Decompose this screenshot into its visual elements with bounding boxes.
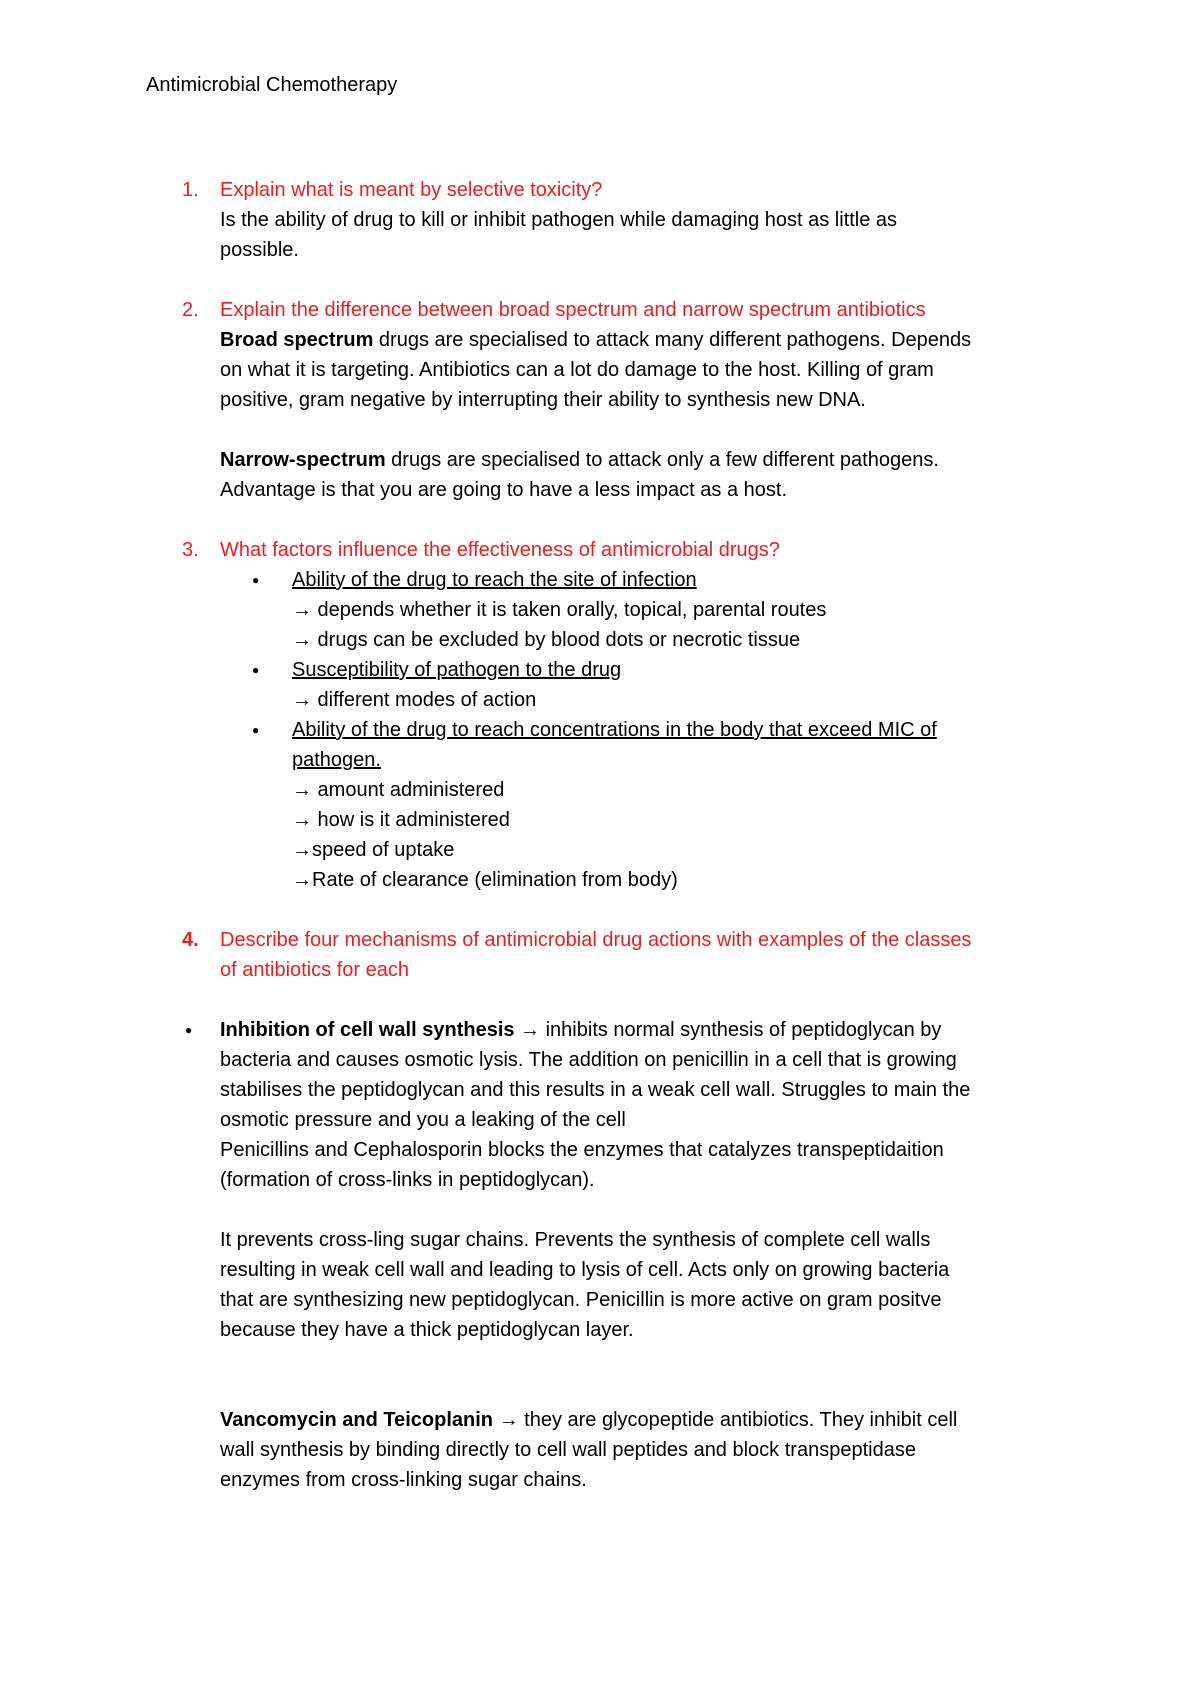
factor-1-title: Ability of the drug to reach the site of infection <box>292 569 697 591</box>
vancomycin-line-3: enzymes from cross-linking sugar chains. <box>220 1469 587 1491</box>
question-2-number: 2. <box>182 299 199 321</box>
paragraph-2-line-1: It prevents cross-ling sugar chains. Prevents the synthesis of complete cell walls <box>220 1229 931 1251</box>
answer-1-line-1: Is the ability of drug to kill or inhibit pathogen while damaging host as little as <box>220 209 898 231</box>
factor-3-detail-4: →Rate of clearance (elimination from body) <box>292 869 678 891</box>
broad-spectrum-text: drugs are specialised to attack many different pathogens. Depends <box>373 329 972 351</box>
broad-spectrum-term: Broad spectrum <box>220 329 374 351</box>
question-3-text: What factors influence the effectiveness of antimicrobial drugs? <box>220 539 780 561</box>
mechanism-1-line-6: (formation of cross-links in peptidoglycan). <box>220 1169 595 1191</box>
narrow-spectrum-text: drugs are specialised to attack only a few different pathogens. <box>385 449 939 471</box>
factor-3-detail-1: → amount administered <box>292 779 505 801</box>
question-4-number: 4. <box>182 929 199 951</box>
question-2-text: Explain the difference between broad spectrum and narrow spectrum antibiotics <box>220 299 926 321</box>
broad-spectrum-line-1 <box>220 325 971 355</box>
vancomycin-line-1 <box>220 1405 957 1435</box>
question-4-text-line-2: of antibiotics for each <box>220 959 409 981</box>
question-1-number: 1. <box>182 179 199 201</box>
bullet-icon: ● <box>252 723 260 737</box>
narrow-spectrum-line-1 <box>220 445 939 475</box>
narrow-spectrum-term: Narrow-spectrum <box>220 449 386 471</box>
question-3-number: 3. <box>182 539 199 561</box>
vancomycin-term: Vancomycin and Teicoplanin <box>220 1409 494 1431</box>
mechanism-1-text: → inhibits normal synthesis of peptidoglycan by <box>514 1019 942 1041</box>
factor-2-title: Susceptibility of pathogen to the drug <box>292 659 622 681</box>
mechanism-1-line-4: osmotic pressure and you a leaking of the cell <box>220 1109 626 1131</box>
document-header: Antimicrobial Chemotherapy <box>146 74 398 96</box>
bullet-icon: ● <box>252 573 260 587</box>
broad-spectrum-line-2: on what it is targeting. Antibiotics can a lot do damage to the host. Killing of gram <box>220 359 934 381</box>
mechanism-1-line-3: stabilises the peptidoglycan and this results in a weak cell wall. Struggles to main the <box>220 1079 971 1101</box>
factor-3-detail-3: →speed of uptake <box>292 839 455 861</box>
vancomycin-text: → they are glycopeptide antibiotics. They inhibit cell <box>493 1409 958 1431</box>
mechanism-1-line-5: Penicillins and Cephalosporin blocks the enzymes that catalyzes transpeptidaition <box>220 1139 944 1161</box>
factor-3-title-line-1: Ability of the drug to reach concentrations in the body that exceed MIC of <box>292 719 937 741</box>
paragraph-2-line-4: because they have a thick peptidoglycan layer. <box>220 1319 634 1341</box>
vancomycin-line-2: wall synthesis by binding directly to cell wall peptides and block transpeptidase <box>220 1439 916 1461</box>
question-4-text-line-1: Describe four mechanisms of antimicrobial drug actions with examples of the classes <box>220 929 972 951</box>
question-1-text: Explain what is meant by selective toxicity? <box>220 179 603 201</box>
factor-1-detail-2: → drugs can be excluded by blood dots or necrotic tissue <box>292 629 801 651</box>
factor-3-detail-2: → how is it administered <box>292 809 510 831</box>
broad-spectrum-line-3: positive, gram negative by interrupting their ability to synthesis new DNA. <box>220 389 866 411</box>
mechanism-1-line-2: bacteria and causes osmotic lysis. The addition on penicillin in a cell that is growing <box>220 1049 957 1071</box>
bullet-icon: ● <box>185 1023 193 1037</box>
mechanism-1-term: Inhibition of cell wall synthesis <box>220 1019 515 1041</box>
bullet-icon: ● <box>252 663 260 677</box>
paragraph-2-line-3: that are synthesizing new peptidoglycan. Penicillin is more active on gram positve <box>220 1289 942 1311</box>
answer-1-line-2: possible. <box>220 239 299 261</box>
factor-2-detail-1: → different modes of action <box>292 689 537 711</box>
narrow-spectrum-line-2: Advantage is that you are going to have a less impact as a host. <box>220 479 788 501</box>
factor-1-detail-1: → depends whether it is taken orally, topical, parental routes <box>292 599 827 621</box>
paragraph-2-line-2: resulting in weak cell wall and leading to lysis of cell. Acts only on growing bacteria <box>220 1259 950 1281</box>
factor-3-title-line-2: pathogen. <box>292 749 381 771</box>
mechanism-1-line-1 <box>220 1015 941 1045</box>
